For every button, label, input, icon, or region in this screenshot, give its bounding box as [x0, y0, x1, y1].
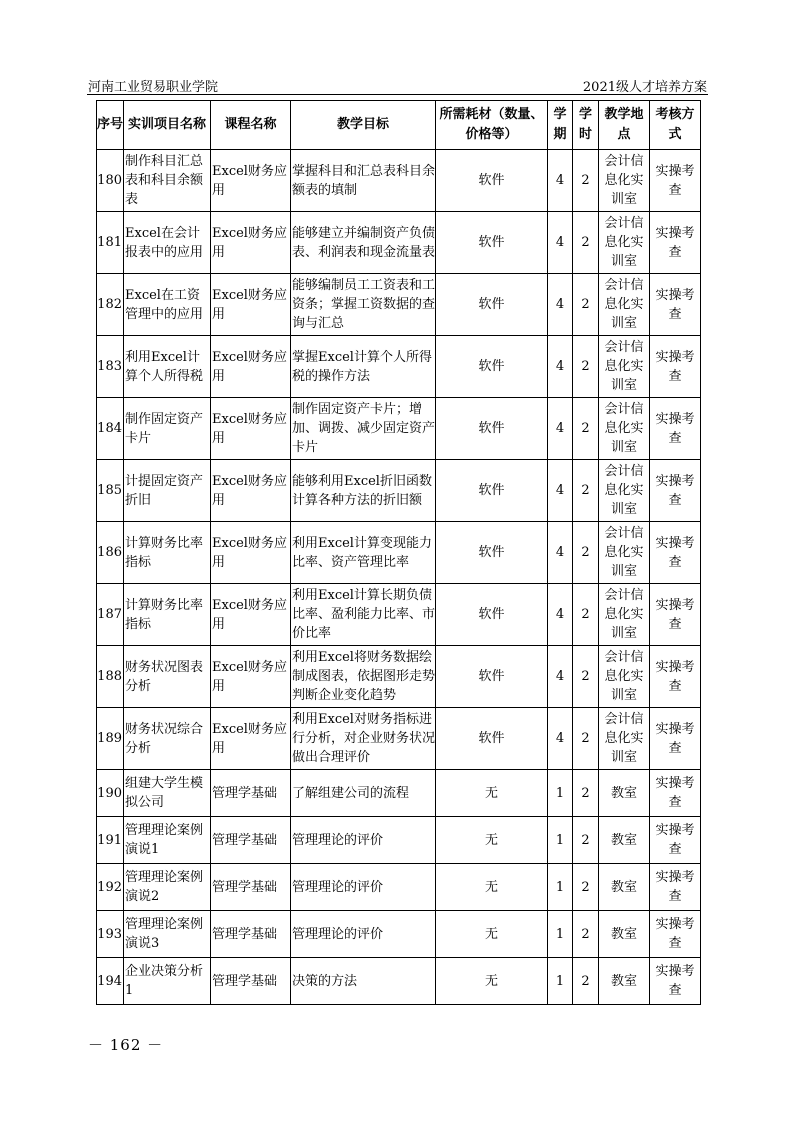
table-row — [97, 584, 701, 646]
course-name-cell: Excel财务应用 — [211, 398, 291, 460]
hours-cell: 2 — [573, 212, 599, 274]
teaching-goal-cell: 掌握Excel计算个人所得税的操作方法 — [291, 336, 436, 398]
term-cell: 1 — [548, 770, 573, 817]
course-name-cell: 管理学基础 — [211, 864, 291, 911]
training-table — [96, 100, 701, 1005]
project-name-cell: 财务状况综合分析 — [124, 708, 211, 770]
table-row — [97, 522, 701, 584]
exam-method-cell: 实操考查 — [650, 274, 701, 336]
exam-method-cell: 实操考查 — [650, 911, 701, 958]
teaching-goal-cell: 决策的方法 — [291, 958, 436, 1005]
hours-cell: 2 — [573, 274, 599, 336]
col-header-term: 学期 — [548, 101, 573, 150]
teaching-goal-cell: 利用Excel计算长期负债比率、盈利能力比率、市价比率 — [291, 584, 436, 646]
term-cell: 4 — [548, 460, 573, 522]
row-number-cell: 186 — [97, 522, 124, 584]
exam-method-cell: 实操考查 — [650, 460, 701, 522]
col-header-no: 序号 — [97, 101, 124, 150]
project-name-cell: 利用Excel计算个人所得税 — [124, 336, 211, 398]
page-number: － 162 － — [88, 1036, 164, 1054]
location-cell: 会计信息化实训室 — [599, 646, 650, 708]
term-cell: 1 — [548, 817, 573, 864]
teaching-goal-cell: 能够建立并编制资产负债表、利润表和现金流量表 — [291, 212, 436, 274]
project-name-cell: 组建大学生模拟公司 — [124, 770, 211, 817]
course-name-cell: 管理学基础 — [211, 958, 291, 1005]
project-name-cell: Excel在会计报表中的应用 — [124, 212, 211, 274]
exam-method-cell: 实操考查 — [650, 817, 701, 864]
course-name-cell: Excel财务应用 — [211, 150, 291, 212]
table-row — [97, 336, 701, 398]
term-cell: 4 — [548, 150, 573, 212]
course-name-cell: Excel财务应用 — [211, 708, 291, 770]
location-cell: 教室 — [599, 864, 650, 911]
course-name-cell: Excel财务应用 — [211, 646, 291, 708]
material-cell: 软件 — [436, 212, 548, 274]
table-row — [97, 398, 701, 460]
course-name-cell: 管理学基础 — [211, 817, 291, 864]
teaching-goal-cell: 利用Excel对财务指标进行分析，对企业财务状况做出合理评价 — [291, 708, 436, 770]
hours-cell: 2 — [573, 864, 599, 911]
project-name-cell: 管理理论案例演说1 — [124, 817, 211, 864]
col-header-material: 所需耗材（数量、价格等） — [436, 101, 548, 150]
term-cell: 4 — [548, 646, 573, 708]
col-header-exam: 考核方式 — [650, 101, 701, 150]
exam-method-cell: 实操考查 — [650, 770, 701, 817]
material-cell: 软件 — [436, 460, 548, 522]
row-number-cell: 190 — [97, 770, 124, 817]
row-number-cell: 189 — [97, 708, 124, 770]
term-cell: 4 — [548, 398, 573, 460]
hours-cell: 2 — [573, 336, 599, 398]
row-number-cell: 183 — [97, 336, 124, 398]
project-name-cell: 制作固定资产卡片 — [124, 398, 211, 460]
hours-cell: 2 — [573, 770, 599, 817]
teaching-goal-cell: 能够编制员工工资表和工资条；掌握工资数据的查询与汇总 — [291, 274, 436, 336]
location-cell: 会计信息化实训室 — [599, 584, 650, 646]
hours-cell: 2 — [573, 646, 599, 708]
material-cell: 无 — [436, 911, 548, 958]
exam-method-cell: 实操考查 — [650, 336, 701, 398]
course-name-cell: Excel财务应用 — [211, 584, 291, 646]
location-cell: 会计信息化实训室 — [599, 212, 650, 274]
row-number-cell: 194 — [97, 958, 124, 1005]
table-row — [97, 212, 701, 274]
material-cell: 软件 — [436, 522, 548, 584]
teaching-goal-cell: 掌握科目和汇总表科目余额表的填制 — [291, 150, 436, 212]
teaching-goal-cell: 利用Excel计算变现能力比率、资产管理比率 — [291, 522, 436, 584]
term-cell: 1 — [548, 958, 573, 1005]
project-name-cell: 制作科目汇总表和科目余额表 — [124, 150, 211, 212]
exam-method-cell: 实操考查 — [650, 958, 701, 1005]
material-cell: 软件 — [436, 584, 548, 646]
hours-cell: 2 — [573, 911, 599, 958]
teaching-goal-cell: 制作固定资产卡片；增加、调拨、减少固定资产卡片 — [291, 398, 436, 460]
exam-method-cell: 实操考查 — [650, 646, 701, 708]
location-cell: 会计信息化实训室 — [599, 398, 650, 460]
exam-method-cell: 实操考查 — [650, 398, 701, 460]
material-cell: 软件 — [436, 398, 548, 460]
row-number-cell: 191 — [97, 817, 124, 864]
row-number-cell: 188 — [97, 646, 124, 708]
table-row — [97, 460, 701, 522]
project-name-cell: 企业决策分析1 — [124, 958, 211, 1005]
hours-cell: 2 — [573, 817, 599, 864]
hours-cell: 2 — [573, 460, 599, 522]
teaching-goal-cell: 了解组建公司的流程 — [291, 770, 436, 817]
col-header-course: 课程名称 — [211, 101, 291, 150]
material-cell: 软件 — [436, 646, 548, 708]
teaching-goal-cell: 能够利用Excel折旧函数计算各种方法的折旧额 — [291, 460, 436, 522]
hours-cell: 2 — [573, 150, 599, 212]
location-cell: 教室 — [599, 958, 650, 1005]
term-cell: 4 — [548, 274, 573, 336]
project-name-cell: 计提固定资产折旧 — [124, 460, 211, 522]
table-row — [97, 958, 701, 1005]
project-name-cell: 财务状况图表分析 — [124, 646, 211, 708]
term-cell: 1 — [548, 864, 573, 911]
row-number-cell: 187 — [97, 584, 124, 646]
project-name-cell: 计算财务比率指标 — [124, 522, 211, 584]
table-row — [97, 646, 701, 708]
location-cell: 教室 — [599, 770, 650, 817]
material-cell: 软件 — [436, 150, 548, 212]
exam-method-cell: 实操考查 — [650, 150, 701, 212]
teaching-goal-cell: 管理理论的评价 — [291, 817, 436, 864]
table-row — [97, 770, 701, 817]
project-name-cell: 计算财务比率指标 — [124, 584, 211, 646]
teaching-goal-cell: 管理理论的评价 — [291, 911, 436, 958]
location-cell: 教室 — [599, 911, 650, 958]
term-cell: 4 — [548, 584, 573, 646]
location-cell: 会计信息化实训室 — [599, 150, 650, 212]
location-cell: 会计信息化实训室 — [599, 460, 650, 522]
term-cell: 4 — [548, 212, 573, 274]
col-header-project: 实训项目名称 — [124, 101, 211, 150]
table-row — [97, 708, 701, 770]
course-name-cell: 管理学基础 — [211, 911, 291, 958]
hours-cell: 2 — [573, 708, 599, 770]
course-name-cell: Excel财务应用 — [211, 336, 291, 398]
course-name-cell: Excel财务应用 — [211, 460, 291, 522]
row-number-cell: 184 — [97, 398, 124, 460]
term-cell: 4 — [548, 336, 573, 398]
material-cell: 无 — [436, 958, 548, 1005]
material-cell: 无 — [436, 864, 548, 911]
course-name-cell: Excel财务应用 — [211, 274, 291, 336]
exam-method-cell: 实操考查 — [650, 864, 701, 911]
table-row — [97, 911, 701, 958]
location-cell: 会计信息化实训室 — [599, 274, 650, 336]
exam-method-cell: 实操考查 — [650, 522, 701, 584]
row-number-cell: 181 — [97, 212, 124, 274]
teaching-goal-cell: 利用Excel将财务数据绘制成图表，依据图形走势判断企业变化趋势 — [291, 646, 436, 708]
location-cell: 会计信息化实训室 — [599, 708, 650, 770]
hours-cell: 2 — [573, 958, 599, 1005]
table-header-row — [97, 101, 701, 150]
course-name-cell: Excel财务应用 — [211, 212, 291, 274]
location-cell: 会计信息化实训室 — [599, 522, 650, 584]
hours-cell: 2 — [573, 398, 599, 460]
location-cell: 会计信息化实训室 — [599, 336, 650, 398]
material-cell: 软件 — [436, 336, 548, 398]
course-name-cell: 管理学基础 — [211, 770, 291, 817]
table-row — [97, 150, 701, 212]
exam-method-cell: 实操考查 — [650, 584, 701, 646]
school-name: 河南工业贸易职业学院 — [88, 80, 219, 95]
table-body — [97, 150, 701, 1005]
teaching-goal-cell: 管理理论的评价 — [291, 864, 436, 911]
col-header-place: 教学地点 — [599, 101, 650, 150]
term-cell: 4 — [548, 522, 573, 584]
col-header-goal: 教学目标 — [291, 101, 436, 150]
table-row — [97, 817, 701, 864]
location-cell: 教室 — [599, 817, 650, 864]
term-cell: 4 — [548, 708, 573, 770]
table-row — [97, 274, 701, 336]
exam-method-cell: 实操考查 — [650, 212, 701, 274]
col-header-hours: 学时 — [573, 101, 599, 150]
course-name-cell: Excel财务应用 — [211, 522, 291, 584]
material-cell: 软件 — [436, 274, 548, 336]
row-number-cell: 193 — [97, 911, 124, 958]
row-number-cell: 180 — [97, 150, 124, 212]
hours-cell: 2 — [573, 522, 599, 584]
row-number-cell: 192 — [97, 864, 124, 911]
term-cell: 1 — [548, 911, 573, 958]
material-cell: 无 — [436, 770, 548, 817]
hours-cell: 2 — [573, 584, 599, 646]
exam-method-cell: 实操考查 — [650, 708, 701, 770]
row-number-cell: 182 — [97, 274, 124, 336]
project-name-cell: 管理理论案例演说2 — [124, 864, 211, 911]
project-name-cell: 管理理论案例演说3 — [124, 911, 211, 958]
project-name-cell: Excel在工资管理中的应用 — [124, 274, 211, 336]
material-cell: 无 — [436, 817, 548, 864]
material-cell: 软件 — [436, 708, 548, 770]
row-number-cell: 185 — [97, 460, 124, 522]
table-row — [97, 864, 701, 911]
document-title: 2021级人才培养方案 — [582, 80, 707, 95]
page-header — [87, 72, 708, 95]
